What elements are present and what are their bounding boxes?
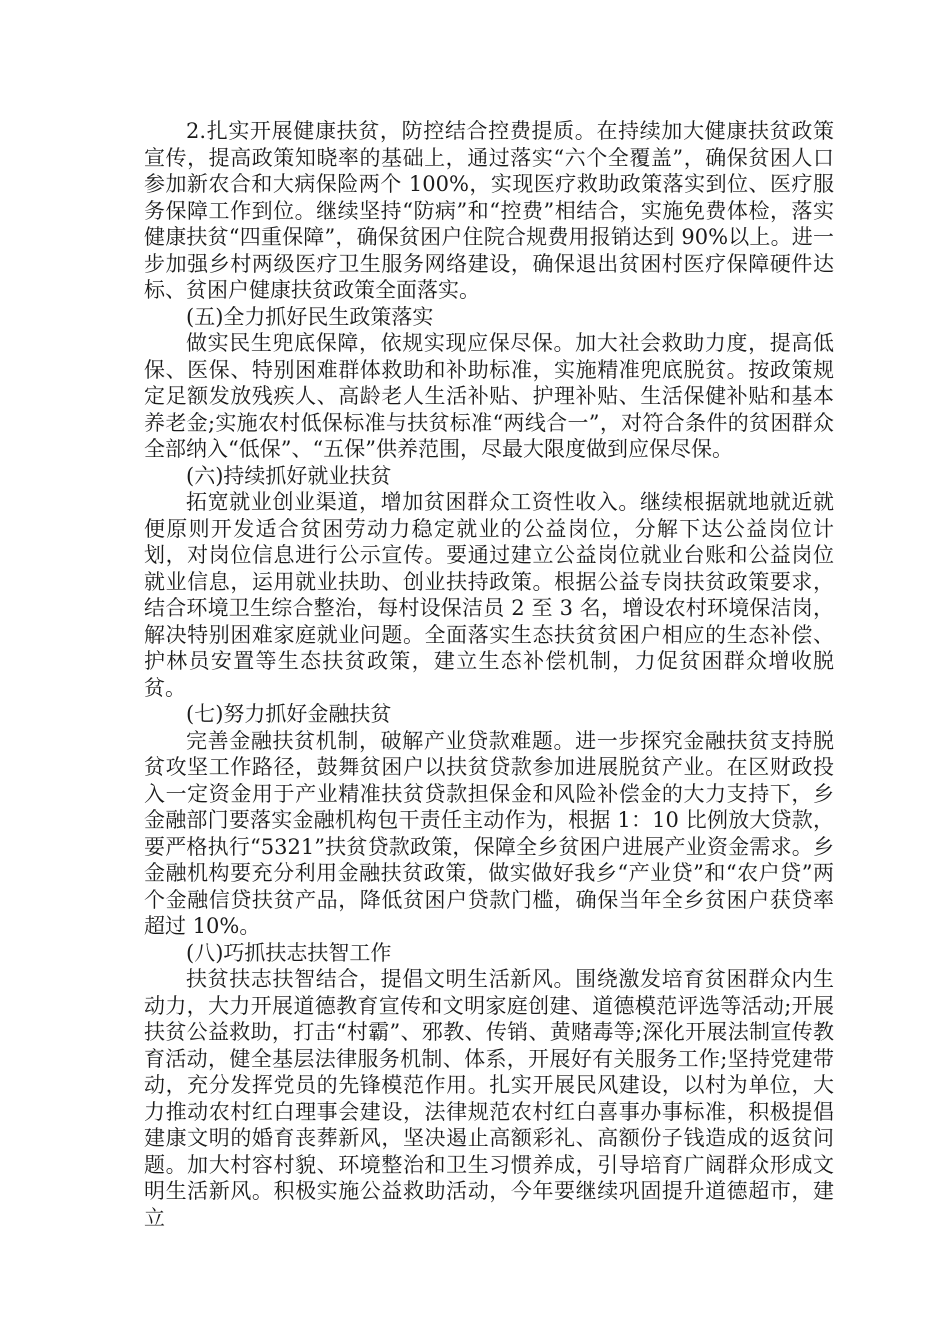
paragraph-health-poverty: 2.扎实开展健康扶贫，防控结合控费提质。在持续加大健康扶贫政策宣传，提高政策知晓率的基础上，通过落实“六个全覆盖”，确保贫困人口参加新农合和大病保险两个 100%，实现医疗救助政策落实到位、医疗服务保障工作到位。继续坚持“防病”和“控费”相结合，实施免费体检，落实健康扶贫“四重保障”，确保贫困户住院合规费用报销达到 90%以上。进一步加强乡村两级医疗卫生服务网络建设，确保退出贫困村医疗保障硬件达标、贫困户健康扶贫政策全面落实。 [144,119,834,302]
paragraph-employment: 拓宽就业创业渠道，增加贫困群众工资性收入。继续根据就地就近就便原则开发适合贫困劳动力稳定就业的公益岗位，分解下达公益岗位计划，对岗位信息进行公示宣传。要通过建立公益岗位就业台账和公益岗位就业信息，运用就业扶助、创业扶持政策。根据公益专岗扶贫政策要求，结合环境卫生综合整治，每村设保洁员 2 至 3 名，增设农村环境保洁岗，解决特别困难家庭就业问题。全面落实生态扶贫贫困户相应的生态补偿、护林员安置等生态扶贫政策，建立生态补偿机制，力促贫困群众增收脱贫。 [144,490,834,700]
paragraph-aspiration-wisdom: 扶贫扶志扶智结合，提倡文明生活新风。围绕激发培育贫困群众内生动力，大力开展道德教育宣传和文明家庭创建、道德模范评选等活动;开展扶贫公益救助，打击“村霸”、邪教、传销、黄赌毒等;深化开展法制宣传教育活动，健全基层法律服务机制、体系，开展好有关服务工作;坚持党建带动，充分发挥党员的先锋模范作用。扎实开展民风建设，以村为单位，大力推动农村红白理事会建设，法律规范农村红白喜事办事标准，积极提倡建康文明的婚育丧葬新风，坚决遏止高额彩礼、高额份子钱造成的返贫问题。加大村容村貌、环境整治和卫生习惯养成，引导培育广阔群众形成文明生活新风。积极实施公益救助活动，今年要继续巩固提升道德超市，建立 [144,967,834,1230]
document-body [144,118,834,1231]
section-heading-5: (五)全力抓好民生政策落实 [186,304,434,329]
section-heading-7: (七)努力抓好金融扶贫 [186,702,392,726]
paragraph-livelihood-policy: 做实民生兜底保障，依规实现应保尽保。加大社会救助力度，提高低保、医保、特别困难群体救助和补助标准，实施精准兜底脱贫。按政策规定足额发放残疾人、高龄老人生活补贴、护理补贴、生活保健补贴和基本养老金;实施农村低保标准与扶贫标准“两线合一”，对符合条件的贫困群众全部纳入“低保”、“五保”供养范围，尽最大限度做到应保尽保。 [144,331,834,461]
section-heading-8: (八)巧抓扶志扶智工作 [186,940,392,965]
section-heading-6: (六)持续抓好就业扶贫 [186,463,392,488]
paragraph-finance: 完善金融扶贫机制，破解产业贷款难题。进一步探究金融扶贫支持脱贫攻坚工作路径，鼓舞贫困户以扶贫贷款参加进展脱贫产业。在区财政投入一定资金用于产业精准扶贫贷款担保金和风险补偿金的大力支持下，乡金融部门要落实金融机构包干责任主动作为，根据 1：10 比例放大贷款，要严格执行“5321”扶贫贷款政策，保障全乡贫困户进展产业资金需求。乡金融机构要充分利用金融扶贫政策，做实做好我乡“产业贷”和“农户贷”两个金融信贷扶贫产品，降低贫困户贷款门槛，确保当年全乡贫困户获贷率超过 10%。 [144,728,834,938]
